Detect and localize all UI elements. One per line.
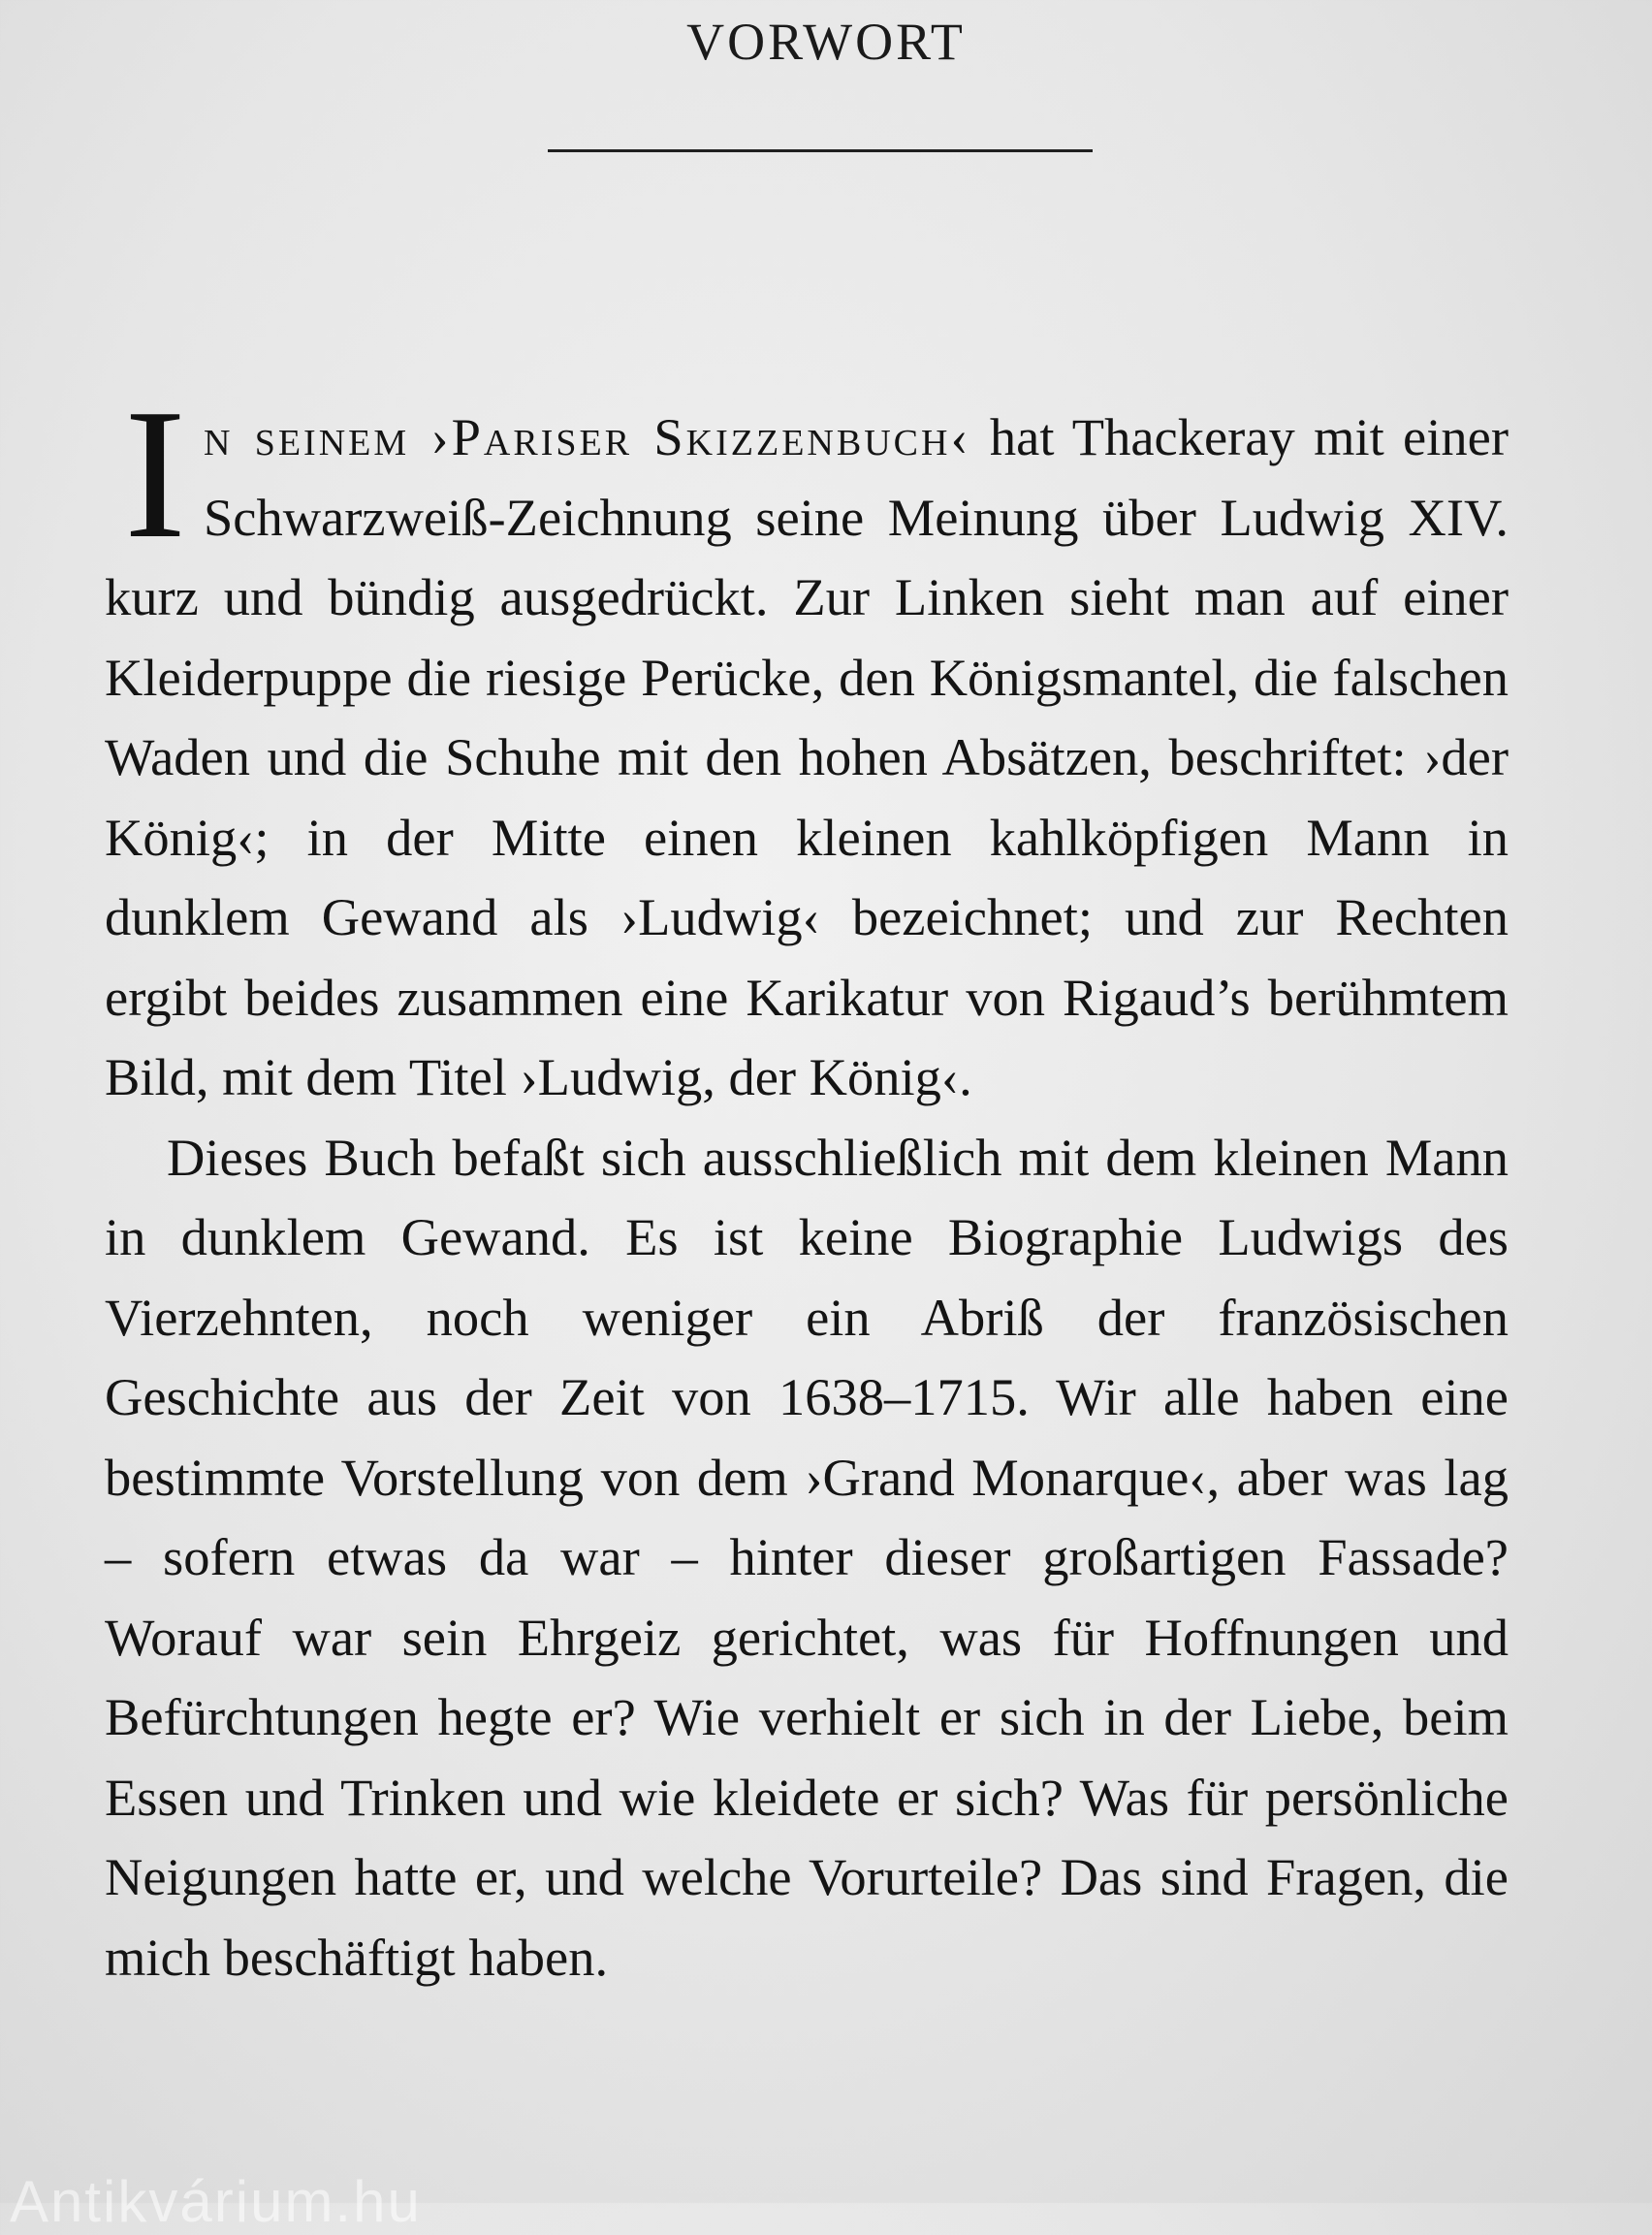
paragraph-1-text: hat Thackeray mit einer Schwarzweiß-Zeichnung seine Meinung über Ludwig XIV. kurz und bündig ausgedrückt. Zur Linken sieht man auf einer Kleiderpuppe die riesige Perücke, den Königsmantel, die falschen Waden und die Schuhe mit den hohen Absätzen, beschriftet: ›der König‹; in der Mitte einen kleinen kahlköpfigen Mann in dunklem Gewand als ›Ludwig‹ bezeichnet; und zur Rechten ergibt beides zusammen eine Karikatur von Rigaud’s berühmtem Bild, mit dem Titel ›Ludwig, der König‹.: [105, 407, 1509, 1106]
paragraph-2: [105, 1118, 1509, 1998]
small-caps-opening: n seinem ›Pariser Skizzenbuch‹: [203, 407, 971, 466]
paragraph-1: [105, 370, 1509, 1118]
paragraph-2-text: Dieses Buch befaßt sich ausschließlich mit dem kleinen Mann in dunklem Gewand. Es ist keine Biographie Ludwigs des Vierzehnten, noch weniger ein Abriß der französischen Geschichte aus der Zeit von 1638–1715. Wir alle haben eine bestimmte Vorstellung von dem ›Grand Monarque‹, aber was lag – sofern etwas da war – hinter dieser großartigen Fassade? Worauf war sein Ehrgeiz gerichtet, was für Hoffnungen und Befürchtungen hegte er? Wie verhielt er sich in der Liebe, beim Essen und Trinken und wie kleidete er sich? Was für persönliche Neigungen hatte er, und welche Vorurteile? Das sind Fragen, die mich beschäftigt haben.: [105, 1127, 1509, 1987]
drop-cap-initial: I: [124, 370, 186, 577]
page-title: VORWORT: [686, 13, 966, 71]
page-body: [105, 370, 1509, 1997]
title-divider: [548, 149, 1093, 152]
watermark: Antikvárium.hu: [10, 2169, 422, 2234]
